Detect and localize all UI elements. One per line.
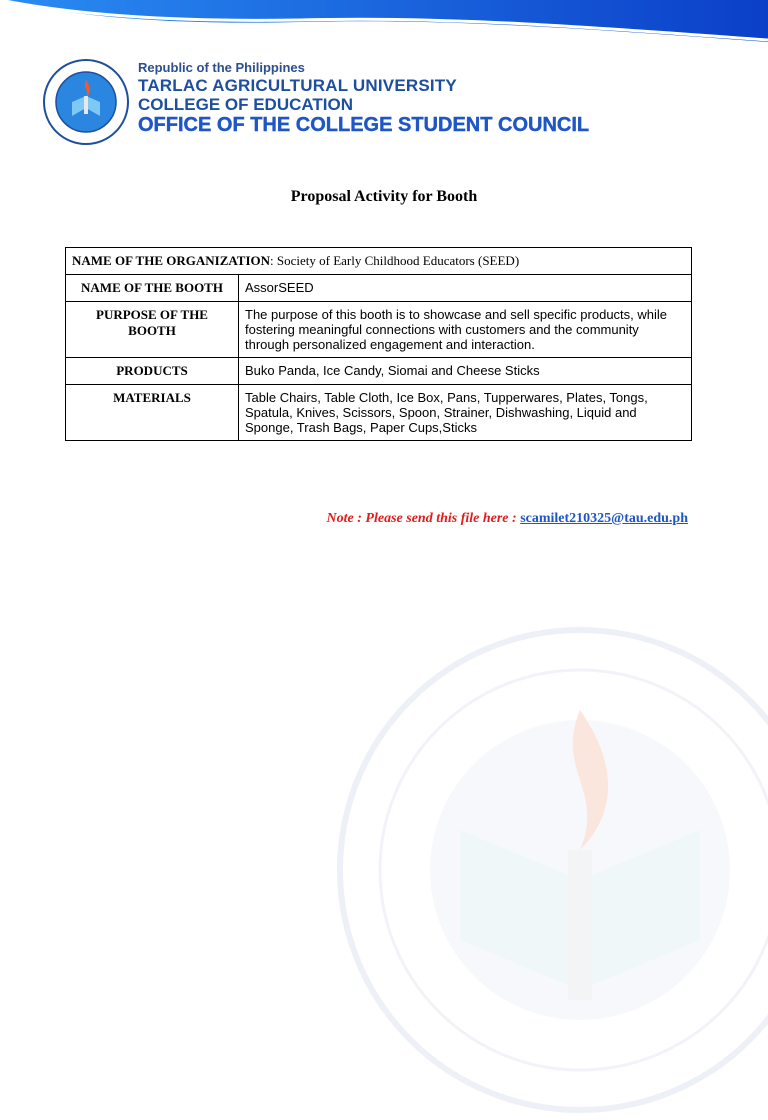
header-wave-banner (0, 0, 768, 60)
office-name: OFFICE OF THE COLLEGE STUDENT COUNCIL (138, 114, 590, 136)
table-row (66, 302, 692, 358)
header-block (138, 60, 589, 136)
org-value: : Society of Early Childhood Educators (SEED) (270, 253, 520, 268)
college-watermark-logo (330, 620, 768, 1120)
products-label: PRODUCTS (66, 358, 239, 385)
note-text: Note : Please send this file here : (326, 511, 521, 526)
booth-name-label: NAME OF THE BOOTH (66, 275, 239, 302)
materials-label: MATERIALS (66, 385, 239, 441)
purpose-value: The purpose of this booth is to showcase and sell specific products, while fostering meaningful connections with customers and the community through personalized engagement and interaction. (239, 302, 692, 358)
note-line (327, 511, 688, 527)
table-row (66, 385, 692, 441)
purpose-label: PURPOSE OF THE BOOTH (66, 302, 239, 358)
products-value: Buko Panda, Ice Candy, Siomai and Cheese Sticks (239, 358, 692, 385)
page-title: Proposal Activity for Booth (290, 188, 478, 205)
republic-label: Republic of the Philippines (138, 60, 305, 75)
materials-value: Table Chairs, Table Cloth, Ice Box, Pans, Tupperwares, Plates, Tongs, Spatula, Knives, Scissors, Spoon, Strainer, Dishwashing, Liquid and Sponge, Trash Bags, Paper Cups,Sticks (239, 385, 692, 441)
email-link[interactable]: scamilet210325@tau.edu.ph (520, 511, 688, 526)
college-name: COLLEGE OF EDUCATION (138, 95, 354, 114)
college-logo (42, 58, 130, 146)
table-row (66, 358, 692, 385)
table-row (66, 275, 692, 302)
booth-name-value: AssorSEED (239, 275, 692, 302)
org-cell (66, 248, 692, 275)
org-label: NAME OF THE ORGANIZATION (72, 253, 271, 268)
university-name: TARLAC AGRICULTURAL UNIVERSITY (138, 76, 457, 95)
proposal-table (65, 247, 692, 441)
table-row (66, 248, 692, 275)
